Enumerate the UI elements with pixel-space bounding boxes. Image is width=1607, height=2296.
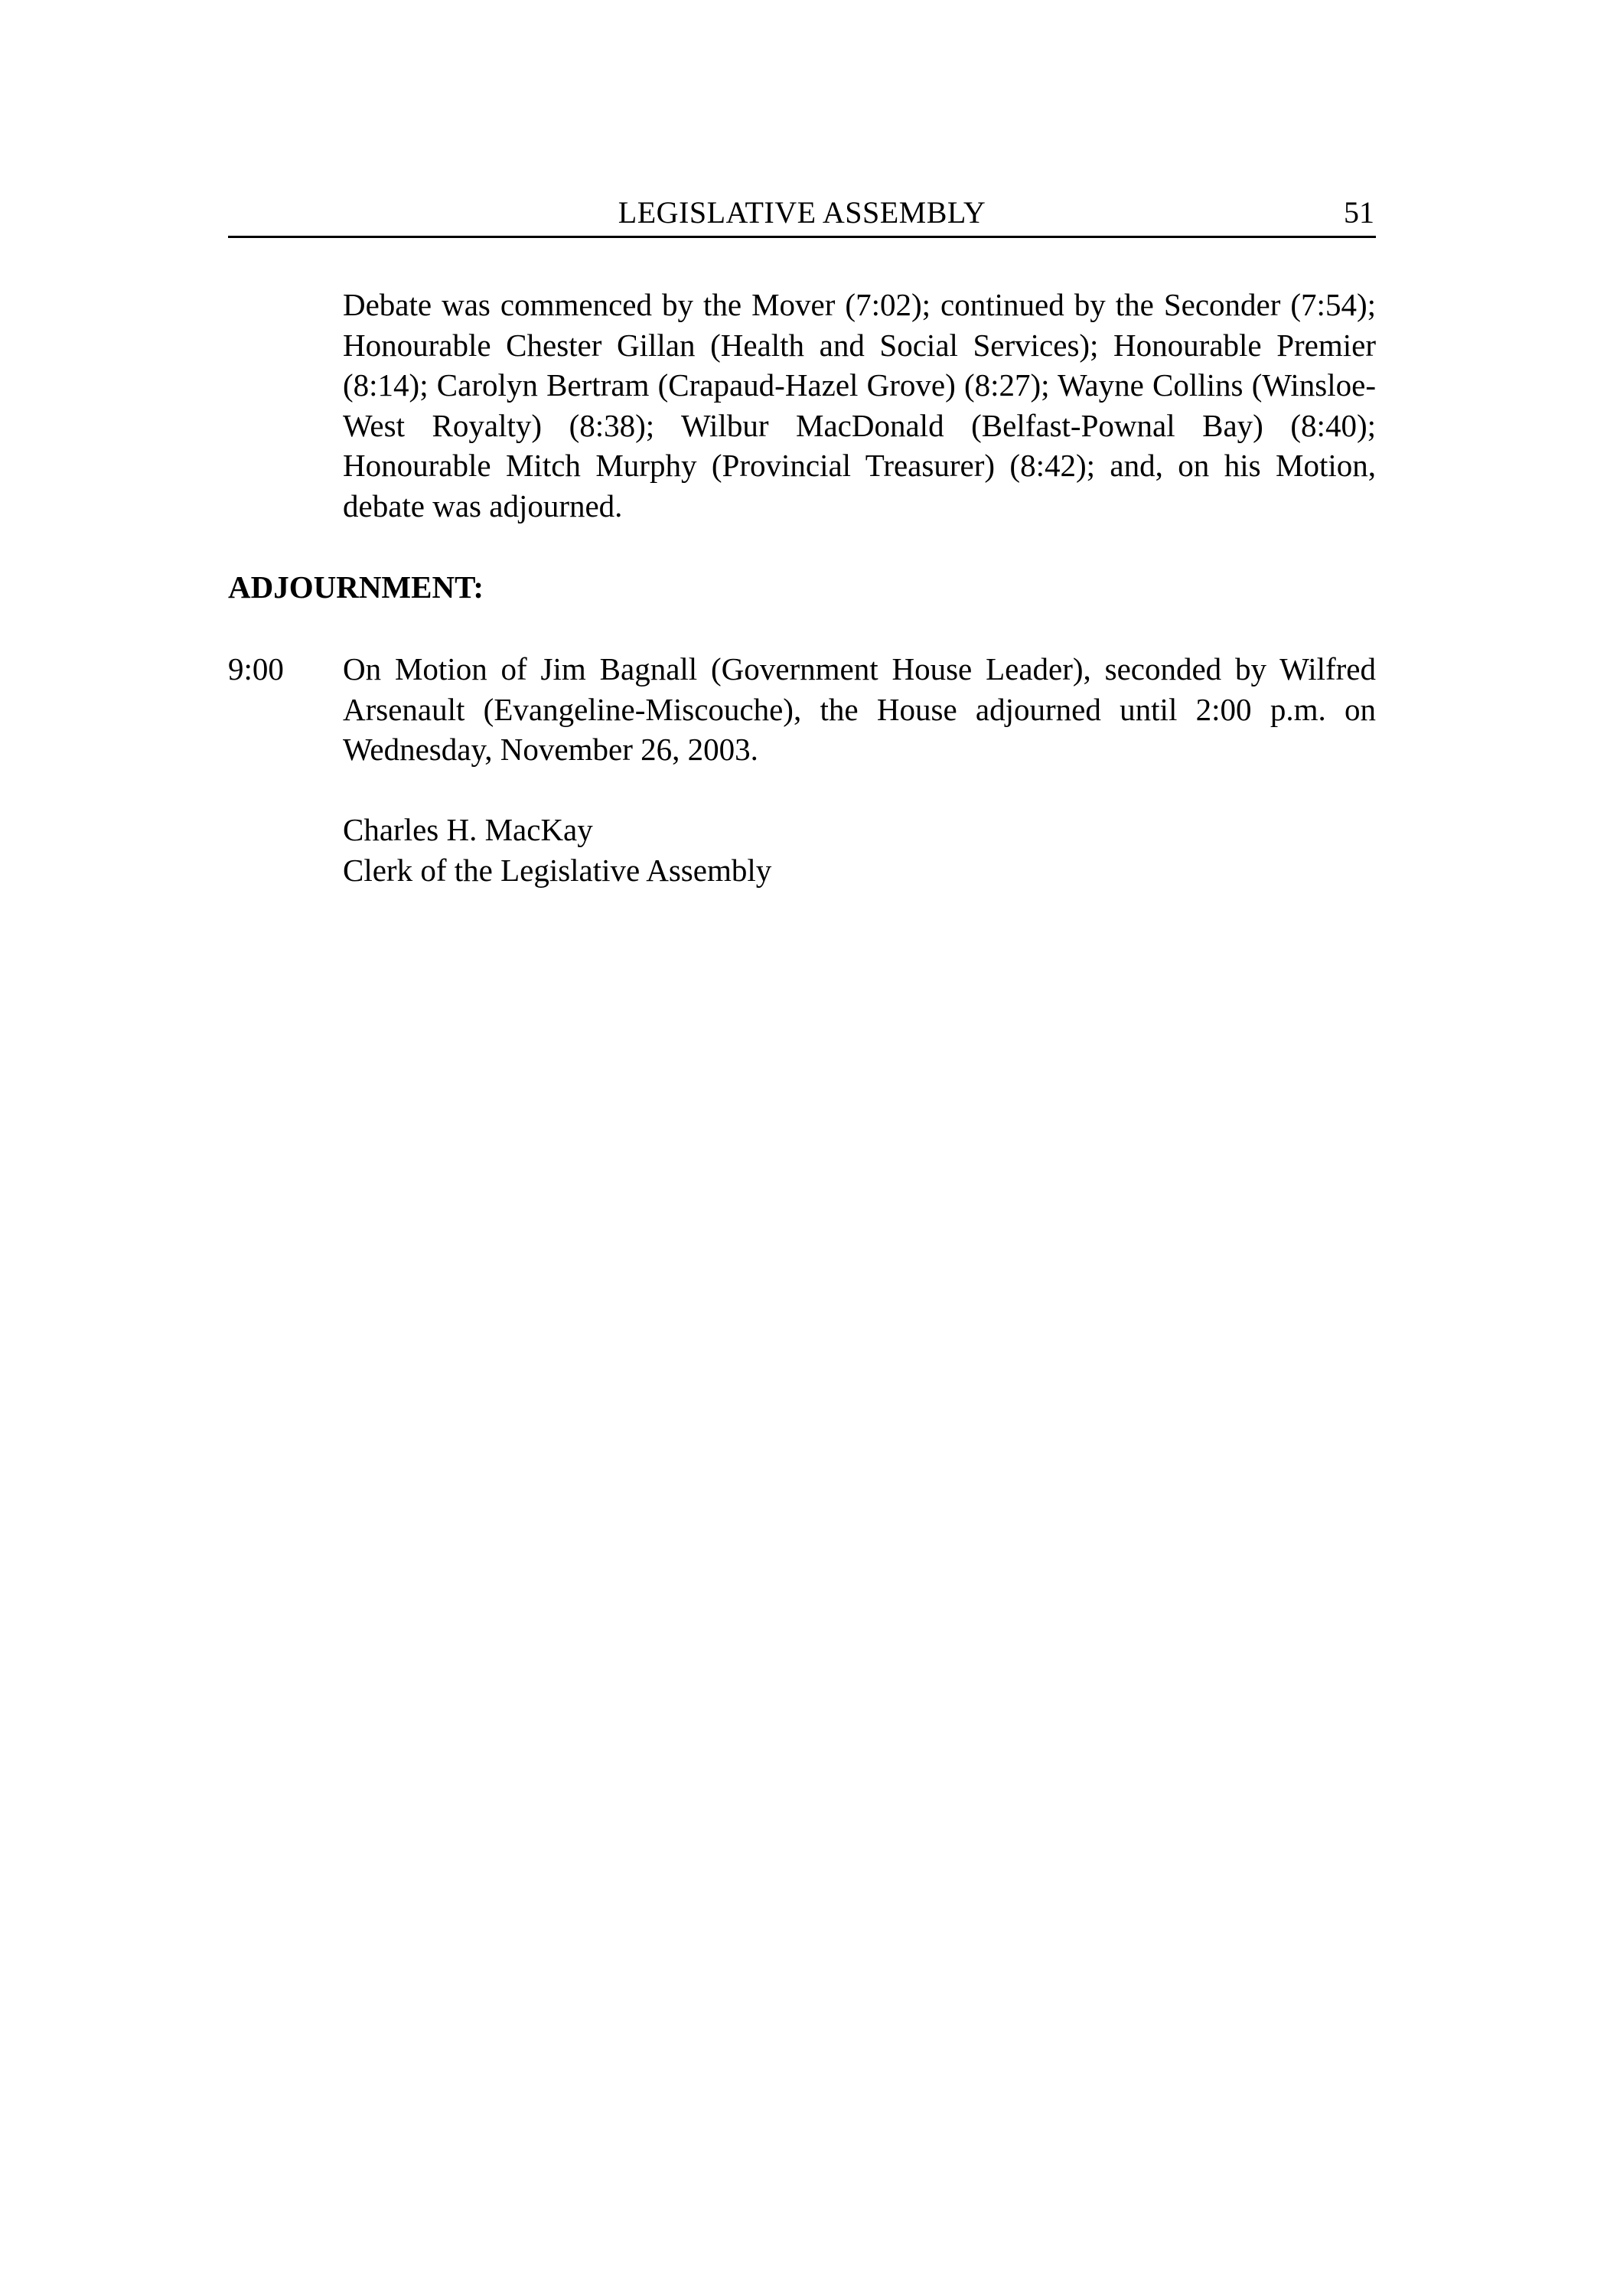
adjournment-paragraph: On Motion of Jim Bagnall (Government House Leader), seconded by Wilfred Arsenault (Evangeline-Miscouche), the House adjourned until 2:00 p.m. on Wednesday, November 26, 2003.	[343, 651, 1376, 767]
page-number: 51	[1344, 195, 1374, 230]
signature-block	[343, 810, 771, 890]
page-header	[228, 193, 1376, 238]
clerk-name: Charles H. MacKay	[343, 812, 593, 847]
adjournment-time: 9:00	[228, 651, 284, 687]
header-title: LEGISLATIVE ASSEMBLY	[618, 195, 986, 230]
clerk-title: Clerk of the Legislative Assembly	[343, 852, 772, 888]
debate-paragraph: Debate was commenced by the Mover (7:02); continued by the Seconder (7:54); Honourable Chester Gillan (Health and Social Services); Honourable Premier (8:14); Carolyn Bertram (Crapaud-Hazel Grove) (8:27); Wayne Collins (Winsloe-West Royalty) (8:38); Wilbur MacDonald (Belfast-Pownal Bay) (8:40); Honourable Mitch Murphy (Provincial Treasurer) (8:42); and, on his Motion, debate was adjourned.	[343, 287, 1376, 523]
adjournment-heading: ADJOURNMENT:	[228, 569, 484, 605]
